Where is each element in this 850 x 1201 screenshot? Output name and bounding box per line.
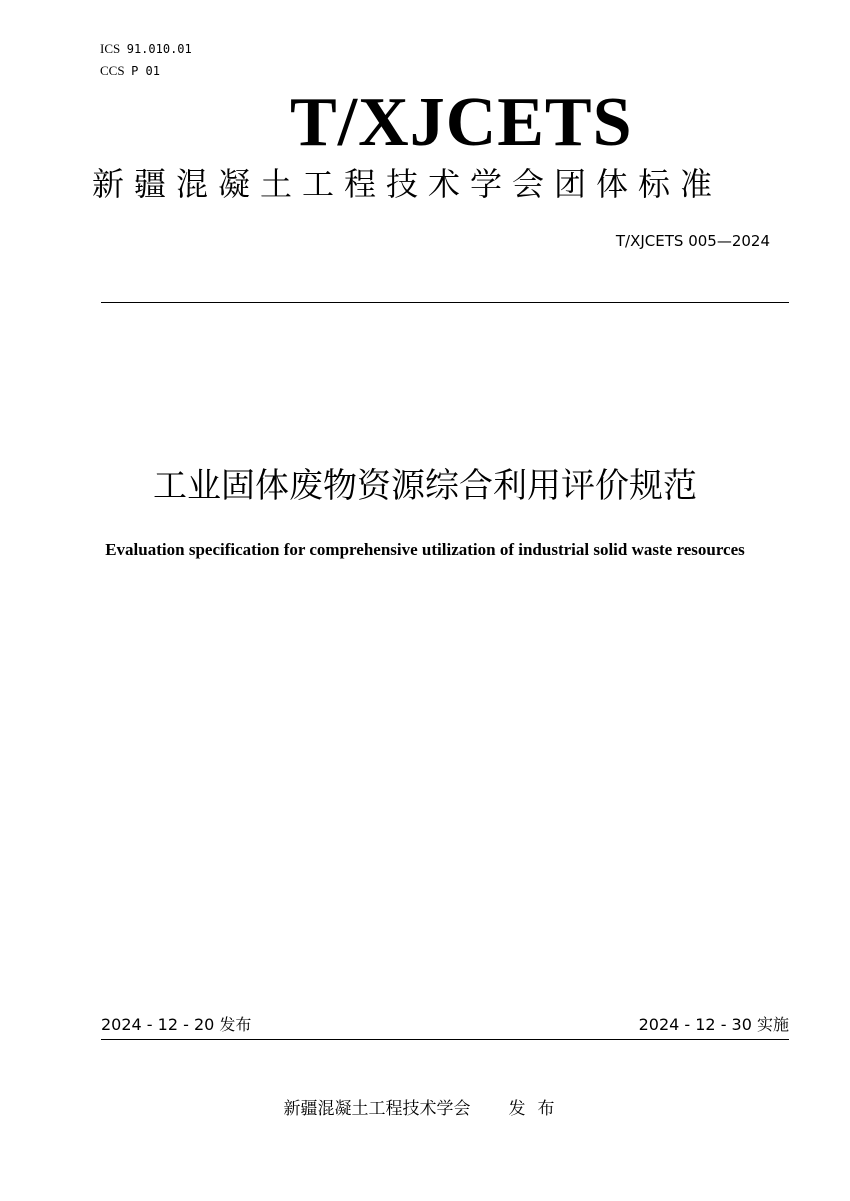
bottom-divider bbox=[101, 1039, 789, 1040]
issuer-name: 新疆混凝土工程技术学会 bbox=[283, 1099, 471, 1119]
organization-title: 新疆混凝土工程技术学会团体标准 bbox=[92, 165, 723, 203]
standard-code: T/XJCETS 005—2024 bbox=[615, 232, 770, 250]
publish-date: 2024 - 12 - 20 发布 bbox=[101, 1015, 252, 1034]
ics-code: 91.010.01 bbox=[126, 42, 192, 56]
ccs-line bbox=[100, 63, 160, 79]
ics-label: ICS bbox=[100, 41, 121, 56]
document-title-cn: 工业固体废物资源综合利用评价规范 bbox=[153, 466, 697, 506]
ccs-label: CCS bbox=[100, 63, 125, 78]
effective-date: 2024 - 12 - 30 实施 bbox=[638, 1015, 789, 1034]
ccs-code: P 01 bbox=[131, 64, 160, 78]
standard-logo: T/XJCETS bbox=[290, 84, 633, 161]
issuer-action: 发布 bbox=[508, 1099, 567, 1119]
ics-line bbox=[100, 41, 192, 57]
document-title-en: Evaluation specification for comprehensive utilization of industrial solid waste resources bbox=[105, 540, 745, 559]
top-divider bbox=[101, 302, 789, 303]
issuer-line bbox=[0, 1098, 850, 1120]
